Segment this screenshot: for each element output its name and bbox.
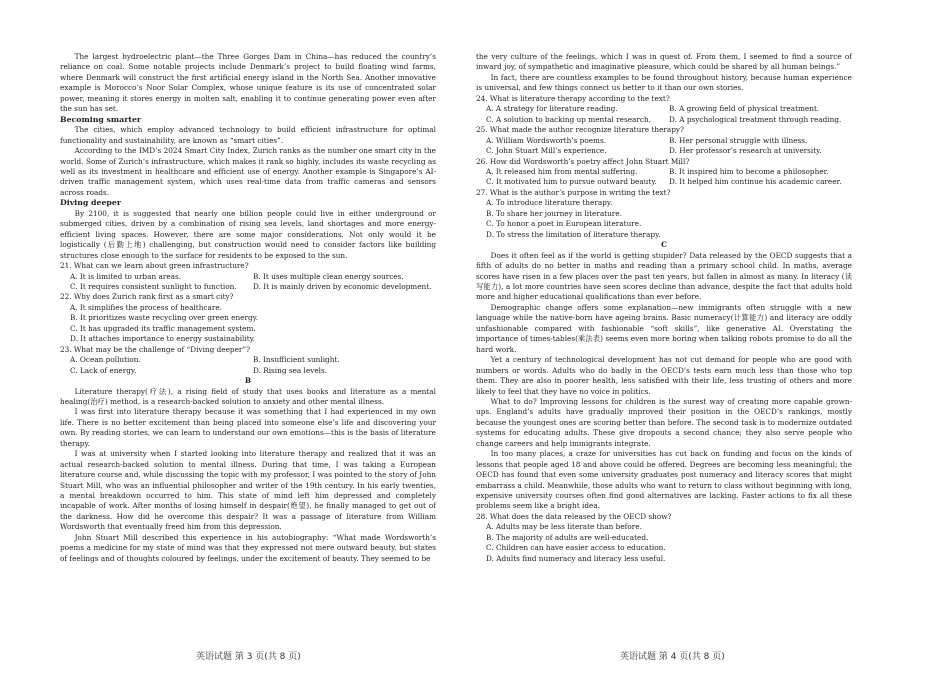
option-a: A. It released him from mental suffering.: [486, 166, 638, 176]
left-column: [60, 52, 436, 564]
paragraph: I was first into literature therapy because it was something that I had experienced in my own life. There is no better excitement than being placed into someone else’s life and discovering your own. By reading stories, we can learn to understand our own emotions—this is the basis of literature therapy.: [60, 407, 436, 448]
paragraph: What to do? Improving lessons for children is the surest way of creating more capable grown-ups. England’s adults have gradually improved their position in the OECD’s rankings, mostly because the youngest ones are scoring better than before. The second task is to modernize outdated systems for educating adults. These give dropouts a second chance; they also serve people who change careers and help immigrants integrate.: [476, 396, 852, 448]
question-25: 25. What made the author recognize literature therapy?: [476, 125, 684, 135]
paragraph: The cities, which employ advanced technology to build efficient infrastructure for optimal functionality and sustainability, are known as “smart cities”.: [60, 125, 436, 145]
option-c: C. A solution to backing up mental research.: [486, 114, 651, 124]
option-d: D. Her professor’s research at university.: [669, 146, 822, 156]
paragraph: The largest hydroelectric plant—the Three Gorges Dam in China—has reduced the country’s reliance on coal. Some notable projects include Denmark’s project to build floating wind farms, where Denmark will construct the first artificial energy island in the North Sea. Another innovative example is Morocco’s Noor Solar Complex, whose unique feature is its use of concentrated solar power, meaning it stores energy in molten salt, enabling it to continue generating power even after the sun has set.: [60, 52, 436, 114]
option-d: D. Rising sea levels.: [253, 365, 328, 375]
question-22-options: [60, 303, 436, 345]
paragraph: Yet a century of technological development has not cut demand for people who are good with numbers or words. Adults who do badly in the OECD’s tests earn much less than those who top them. They are also in poorer health, less satisfied with their life, less trusting of others and more likely to feel that they have no voice in politics.: [476, 355, 852, 396]
option-a: A. A strategy for literature reading.: [486, 104, 618, 114]
option-d: D. A psychological treatment through reading.: [669, 114, 842, 124]
option-b: B. A growing field of physical treatment.: [669, 104, 820, 114]
option-c: C. John Stuart Mill’s experience.: [486, 146, 607, 156]
page-footer-left: 英语试题 第 3 页(共 8 页): [196, 652, 301, 662]
question-23: 23. What may be the challenge of “Diving deeper”?: [60, 344, 251, 354]
option-a: A. To introduce literature therapy.: [486, 198, 613, 208]
paragraph: By 2100, it is suggested that nearly one billion people could live in either underground or submerged cities, driven by a combination of rising sea levels, land shortages and more energy-efficient living spaces. However, there are some major considerations. Not only would it be logistically (后勤上地) challenging, but construction would need to consider factors like building structures close enough to the surface for residents to be exposed to the sun.: [60, 208, 436, 260]
option-d: D. It attaches importance to energy sustainability.: [70, 334, 256, 344]
option-c: C. It requires consistent sunlight to function.: [70, 281, 237, 291]
option-d: D. Adults find numeracy and literacy less useful.: [486, 553, 666, 563]
paragraph: Demographic change offers some explanation—new immigrants often struggle with a new language while the native-born have ageing brains. Basic numeracy(计算能力) and literacy are oddly unfashionable compared with fashionable “soft skills”, like generative AI. Overstating the importance of times-tables(乘法表) seems even more boring when talking robots promise to do all the hard work.: [476, 302, 852, 354]
question-27: 27. What is the author’s purpose in writing the text?: [476, 187, 671, 197]
question-24: 24. What is literature therapy according to the text?: [476, 93, 670, 103]
option-b: B. The majority of adults are well-educated.: [486, 532, 649, 542]
option-d: D. To stress the limitation of literature therapy.: [486, 229, 661, 239]
option-d: D. It is mainly driven by economic development.: [253, 281, 432, 291]
option-a: A. Adults may be less literate than before.: [486, 522, 642, 532]
question-25-options: [476, 136, 852, 157]
option-b: B. It inspired him to become a philosopher.: [669, 166, 829, 176]
question-22: 22. Why does Zurich rank first as a smart city?: [60, 292, 234, 302]
paragraph: I was at university when I started looking into literature therapy and realized that it was an actual research-backed solution to mental illness. During that time, I was taking a European literature course and, while discussing the topic with my professor, I was pointed to the story of John Stuart Mill, who was an influential philosopher and writer of the 19th century. In his early twenties, a mental breakdown occurred to him. This state of mind left him depressed and completely incapable of work. After months of losing himself in despair(绝望), he finally managed to get out of the darkness. How did he overcome this despair? It was a passage of literature from William Wordsworth that eventually freed him from this depression.: [60, 449, 436, 532]
paragraph: John Stuart Mill described this experience in his autobiography: “What made Wordsworth’s poems a medicine for my state of mind was that they expressed not mere outward beauty, but states of feelings and of thoughts coloured by feelings, under the excitement of beauty. They seemed to be: [60, 532, 436, 563]
paragraph: Does it often feel as if the world is getting stupider? Data released by the OECD suggests that a fifth of adults do no better in maths and reading than a primary school child. In maths, average scores have risen in a few places over the past ten years, but fallen in almost as many. In literacy (读写能力), a lot more countries have seen scores decline than advance, despite the fact that adults hold more and higher educational qualifications than ever before.: [476, 250, 852, 302]
question-28-options: [476, 522, 852, 564]
question-23-options: [60, 355, 436, 376]
option-c: C. To honor a poet in European literature.: [486, 219, 642, 229]
question-21-options: [60, 272, 436, 293]
section-letter-b: B: [244, 376, 252, 386]
question-28: 28. What does the data released by the OECD show?: [476, 511, 672, 521]
page-footer-right: 英语试题 第 4 页(共 8 页): [620, 652, 725, 662]
paragraph: According to the IMD’s 2024 Smart City Index, Zurich ranks as the number one smart city in the world. Some of Zurich’s infrastructure, which makes it rank so highly, includes its waste recycling as well as its investment in healthcare and efficient use of energy. Another example is Singapore’s AI-driven traffic management system, which uses real-time data from traffic cameras and sensors across roads.: [60, 146, 436, 197]
option-a: A. It is limited to urban areas.: [70, 271, 182, 281]
option-b: B. To share her journey in literature.: [486, 208, 622, 218]
option-a: A. It simplifies the process of healthcare.: [70, 302, 222, 312]
question-21: 21. What can we learn about green infrastructure?: [60, 261, 249, 271]
option-c: C. It has upgraded its traffic management system.: [70, 323, 256, 333]
right-column: [476, 52, 852, 564]
paragraph: In too many places, a craze for universities has cut back on funding and focus on the kinds of lessons that people aged 18 and above could be offered. Degrees are becoming less meaningful; the OECD has found that even some university graduates post numeracy and literacy scores that might embarrass a child. Meanwhile, those adults who want to return to class without beginning with long, expensive university courses often find good alternatives are lacking. Faster actions to fix all these problems seem like a bright idea.: [476, 449, 852, 511]
section-heading: Becoming smarter: [60, 114, 142, 124]
option-b: B. Insufficient sunlight.: [253, 355, 340, 365]
option-a: A. Ocean pollution.: [70, 355, 141, 365]
option-d: D. It helped him continue his academic career.: [669, 177, 842, 187]
section-letter-c: C: [661, 240, 667, 250]
option-c: C. It motivated him to pursue outward beauty.: [486, 177, 657, 187]
section-heading: Diving deeper: [60, 198, 121, 208]
paragraph: Literature therapy(疗法), a rising field of study that uses books and literature as a mental healing(治疗) method, is a research-backed solution to anxiety and other mental illness.: [60, 386, 436, 406]
question-24-options: [476, 104, 852, 125]
option-c: C. Children can have easier access to education.: [486, 543, 666, 553]
option-b: B. It uses multiple clean energy sources.: [253, 271, 404, 281]
question-27-options: [476, 198, 852, 240]
option-b: B. It prioritizes waste recycling over green energy.: [70, 313, 259, 323]
option-b: B. Her personal struggle with illness.: [669, 135, 808, 145]
option-a: A. William Wordsworth’s poems.: [486, 135, 607, 145]
question-26: 26. How did Wordsworth’s poetry affect John Stuart Mill?: [476, 156, 690, 166]
question-26-options: [476, 167, 852, 188]
paragraph: the very culture of the feelings, which I was in quest of. From them, I seemed to find a source of inward joy, of sympathetic and imaginative pleasure, which could be shared by all human beings.”: [476, 52, 852, 72]
paragraph: In fact, there are countless examples to be found throughout history, because human experience is universal, and few things connect us better to it than our own stories.: [476, 72, 852, 93]
option-c: C. Lack of energy.: [70, 365, 137, 375]
